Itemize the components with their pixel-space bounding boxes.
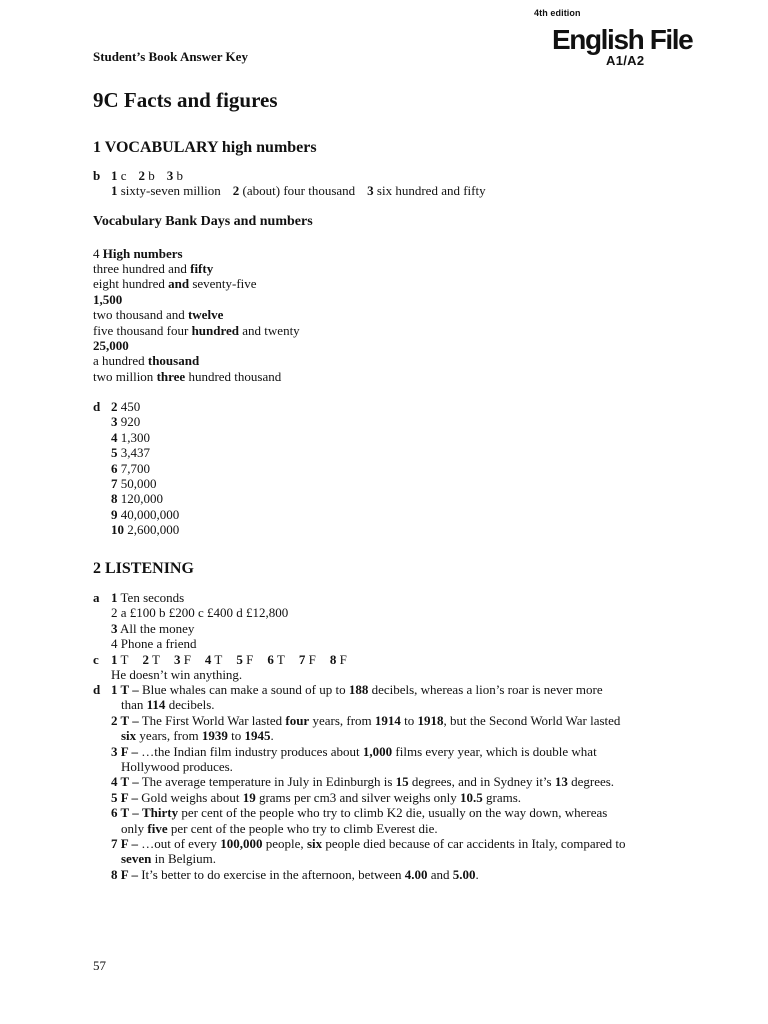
d-answer-item bbox=[111, 507, 179, 522]
listening-d-line bbox=[111, 774, 626, 789]
item-answer: sixty-seven million bbox=[117, 183, 221, 198]
item-answer: T bbox=[273, 652, 285, 667]
text-segment: to bbox=[400, 712, 418, 728]
text-segment: five thousand four bbox=[93, 322, 192, 338]
text-segment: hundred thousand bbox=[185, 368, 282, 384]
text-segment: seventy-five bbox=[189, 276, 257, 292]
listening-d-line bbox=[111, 682, 626, 697]
listening-d-list bbox=[111, 682, 626, 882]
text-segment: 8 bbox=[111, 491, 118, 507]
section-number: 4 bbox=[93, 246, 100, 261]
text-segment: grams per cm3 and silver weighs only bbox=[255, 789, 461, 805]
text-segment: years, from bbox=[136, 728, 202, 744]
vocab-b-line2 bbox=[111, 183, 486, 198]
item-number: 2 bbox=[138, 168, 146, 183]
text-segment: 7 F – bbox=[111, 836, 138, 852]
text-segment: 188 bbox=[348, 682, 369, 697]
text-segment: six bbox=[306, 836, 323, 852]
listening-a-item bbox=[111, 605, 288, 620]
text-segment: …the Indian film industry produces about bbox=[137, 743, 363, 759]
item-number: 4 bbox=[204, 652, 212, 667]
vocab-bank-line bbox=[93, 261, 300, 276]
d-answer-item bbox=[111, 445, 179, 460]
text-segment: and bbox=[168, 276, 190, 292]
listening-d-line bbox=[111, 759, 626, 774]
text-segment: 2 bbox=[111, 399, 118, 414]
text-segment: years, from bbox=[309, 712, 375, 728]
listening-d-line bbox=[111, 821, 626, 836]
d-answer-item bbox=[111, 414, 179, 429]
text-segment: 25,000 bbox=[93, 338, 129, 354]
text-segment: 3 F – bbox=[111, 743, 138, 759]
listening-c-note: He doesn’t win anything. bbox=[111, 667, 243, 682]
item-answer: F bbox=[242, 652, 254, 667]
listening-a-item bbox=[111, 590, 288, 605]
text-segment: Thirty bbox=[141, 805, 179, 821]
text-segment: 450 bbox=[117, 399, 141, 414]
item-answer: six hundred and fifty bbox=[373, 183, 486, 198]
text-segment: 10 bbox=[111, 522, 124, 538]
text-segment: 4 Phone a friend bbox=[111, 636, 197, 652]
text-segment: The First World War lasted bbox=[138, 712, 286, 728]
text-segment: , but the Second World War lasted bbox=[443, 712, 621, 728]
text-segment: 2,600,000 bbox=[124, 522, 180, 538]
text-segment: degrees, and in Sydney it’s bbox=[408, 774, 555, 790]
text-segment: 13 bbox=[554, 774, 568, 790]
text-segment: per cent of the people who try to climb Everest die. bbox=[167, 820, 438, 836]
text-segment: It’s better to do exercise in the afternoon, between bbox=[137, 866, 405, 882]
text-segment: 1 T – bbox=[111, 682, 139, 697]
text-segment: 120,000 bbox=[117, 491, 163, 507]
item-answer: T bbox=[211, 652, 223, 667]
text-segment: 19 bbox=[242, 789, 256, 805]
high-numbers-heading bbox=[93, 246, 183, 261]
text-segment: 1914 bbox=[374, 712, 401, 728]
text-segment: 3 bbox=[111, 620, 118, 636]
text-segment: only bbox=[121, 820, 148, 836]
text-segment: 3 bbox=[111, 414, 118, 430]
text-segment: 15 bbox=[395, 774, 409, 790]
text-segment: people died because of car accidents in Italy, compared to bbox=[322, 836, 626, 852]
listening-d-line bbox=[111, 713, 626, 728]
text-segment: 1918 bbox=[417, 712, 444, 728]
text-segment: two million bbox=[93, 368, 157, 384]
item-number: 3 bbox=[166, 168, 174, 183]
vocab-bank-line bbox=[93, 307, 300, 322]
item-number: 7 bbox=[298, 652, 306, 667]
listening-a-item bbox=[111, 636, 288, 651]
item-number: 2 bbox=[142, 652, 149, 667]
vocab-bank-heading: Vocabulary Bank Days and numbers bbox=[93, 214, 313, 229]
text-segment: three bbox=[156, 368, 186, 384]
item-answer: (about) four thousand bbox=[239, 183, 356, 198]
text-segment: per cent of the people who try to climb K2 die, usually on the way down, whereas bbox=[178, 805, 608, 821]
text-segment: 100,000 bbox=[220, 836, 263, 852]
brand-logo: English File bbox=[552, 24, 693, 55]
text-segment: 4 T – bbox=[111, 774, 139, 790]
d-answer-item bbox=[111, 476, 179, 491]
item-number: 1 bbox=[111, 183, 118, 198]
text-segment: a hundred bbox=[93, 353, 148, 369]
section-title: High numbers bbox=[102, 246, 183, 261]
text-segment: 40,000,000 bbox=[117, 506, 180, 522]
text-segment: 2 a £100 b £200 c £400 d £12,800 bbox=[111, 605, 289, 621]
text-segment: twelve bbox=[187, 307, 224, 323]
item-answer: F bbox=[336, 652, 347, 667]
item-number: 1 bbox=[111, 168, 118, 183]
text-segment: people, bbox=[262, 836, 307, 852]
text-segment: …out of every bbox=[137, 836, 221, 852]
text-segment: All the money bbox=[117, 620, 195, 636]
text-segment: 1939 bbox=[201, 728, 228, 744]
page-title: 9C Facts and figures bbox=[93, 88, 278, 112]
d-label: d bbox=[93, 399, 101, 414]
text-segment: . bbox=[270, 728, 274, 744]
text-segment: decibels, whereas a lion’s roar is never more bbox=[368, 682, 603, 697]
item-number: 3 bbox=[173, 652, 181, 667]
vocabulary-heading: 1 VOCABULARY high numbers bbox=[93, 139, 317, 156]
level-label: A1/A2 bbox=[606, 53, 645, 68]
text-segment: 1,300 bbox=[117, 429, 150, 445]
text-segment: than bbox=[121, 697, 147, 713]
text-segment: Blue whales can make a sound of up to bbox=[138, 682, 349, 697]
item-number: 5 bbox=[236, 652, 243, 667]
item-number: 6 bbox=[267, 652, 274, 667]
listening-heading: 2 LISTENING bbox=[93, 560, 194, 577]
text-segment: 2 T – bbox=[111, 712, 139, 728]
text-segment: 4 bbox=[111, 429, 118, 445]
listening-c-line bbox=[93, 652, 347, 667]
text-segment: 6 T – bbox=[111, 805, 139, 821]
text-segment: grams. bbox=[482, 789, 522, 805]
text-segment: 4.00 bbox=[404, 866, 428, 882]
listening-d-line bbox=[111, 805, 626, 820]
listening-a-item bbox=[111, 621, 288, 636]
text-segment: 1,000 bbox=[362, 743, 393, 759]
text-segment: . bbox=[475, 866, 479, 882]
vocab-bank-line bbox=[93, 369, 300, 384]
item-answer: T bbox=[148, 652, 160, 667]
item-number: 1 bbox=[111, 652, 118, 667]
text-segment: thousand bbox=[147, 353, 200, 369]
text-segment: 8 F – bbox=[111, 866, 138, 882]
text-segment: degrees. bbox=[567, 774, 615, 790]
text-segment: 1,500 bbox=[93, 291, 123, 307]
d-answer-item bbox=[111, 491, 179, 506]
d-answer-item bbox=[111, 430, 179, 445]
listening-d-label: d bbox=[93, 682, 101, 697]
listening-a-label: a bbox=[93, 590, 100, 605]
item-number: 8 bbox=[329, 652, 337, 667]
text-segment: hundred bbox=[191, 322, 240, 338]
listening-d-line bbox=[111, 867, 626, 882]
d-answer-item bbox=[111, 522, 179, 537]
text-segment: Hollywood produces. bbox=[121, 759, 233, 775]
vocab-bank-line bbox=[93, 276, 300, 291]
item-number: 2 bbox=[232, 183, 240, 198]
exercise-label: c bbox=[93, 652, 99, 667]
vocab-bank-list bbox=[93, 261, 300, 384]
text-segment: 5.00 bbox=[452, 866, 476, 882]
text-segment: decibels. bbox=[165, 697, 215, 713]
text-segment: 7 bbox=[111, 476, 118, 492]
edition-label: 4th edition bbox=[534, 8, 581, 18]
text-segment: to bbox=[227, 728, 245, 744]
listening-d-line bbox=[111, 728, 626, 743]
page-number: 57 bbox=[93, 958, 106, 973]
listening-d-line bbox=[111, 790, 626, 805]
item-answer: b bbox=[173, 168, 184, 183]
text-segment: Gold weighs about bbox=[137, 789, 243, 805]
listening-d-line bbox=[111, 697, 626, 712]
text-segment: five bbox=[147, 820, 168, 836]
item-answer: T bbox=[117, 652, 129, 667]
listening-a-list bbox=[111, 590, 288, 652]
listening-d-line bbox=[111, 744, 626, 759]
text-segment: three hundred and bbox=[93, 261, 191, 276]
item-number: 3 bbox=[367, 183, 374, 198]
text-segment: Ten seconds bbox=[117, 590, 185, 605]
text-segment: 10.5 bbox=[460, 789, 483, 805]
item-answer: F bbox=[305, 652, 316, 667]
exercise-label: b bbox=[93, 168, 101, 183]
text-segment: The average temperature in July in Edinburgh is bbox=[138, 774, 396, 790]
d-answer-list bbox=[111, 399, 179, 538]
d-answer-item bbox=[111, 461, 179, 476]
listening-d-line bbox=[111, 836, 626, 851]
text-segment: six bbox=[121, 728, 137, 744]
text-segment: in Belgium. bbox=[151, 851, 216, 867]
text-segment: 1945 bbox=[244, 728, 271, 744]
text-segment: 920 bbox=[117, 414, 141, 430]
text-segment: seven bbox=[121, 851, 152, 867]
text-segment: 50,000 bbox=[117, 476, 157, 492]
item-answer: b bbox=[145, 168, 155, 183]
item-answer: F bbox=[180, 652, 191, 667]
text-segment: 1 bbox=[111, 590, 118, 605]
item-answer: c bbox=[117, 168, 127, 183]
text-segment: and twenty bbox=[239, 322, 300, 338]
text-segment: two thousand and bbox=[93, 307, 188, 323]
text-segment: 6 bbox=[111, 460, 118, 476]
vocab-bank-line bbox=[93, 292, 300, 307]
vocab-bank-line bbox=[93, 338, 300, 353]
text-segment: and bbox=[427, 866, 453, 882]
text-segment: 114 bbox=[146, 697, 166, 713]
vocab-b-line1 bbox=[93, 168, 183, 183]
d-answer-item bbox=[111, 399, 179, 414]
text-segment: four bbox=[285, 712, 310, 728]
text-segment: 9 bbox=[111, 506, 118, 522]
text-segment: 7,700 bbox=[117, 460, 150, 476]
text-segment: 5 bbox=[111, 445, 118, 461]
listening-d-line bbox=[111, 851, 626, 866]
text-segment: 5 F – bbox=[111, 789, 138, 805]
text-segment: 3,437 bbox=[117, 445, 150, 461]
text-segment: eight hundred bbox=[93, 276, 169, 292]
document-subtitle: Student’s Book Answer Key bbox=[93, 49, 248, 64]
vocab-bank-line bbox=[93, 353, 300, 368]
vocab-bank-line bbox=[93, 323, 300, 338]
text-segment: films every year, which is double what bbox=[392, 743, 597, 759]
text-segment: fifty bbox=[190, 261, 214, 276]
